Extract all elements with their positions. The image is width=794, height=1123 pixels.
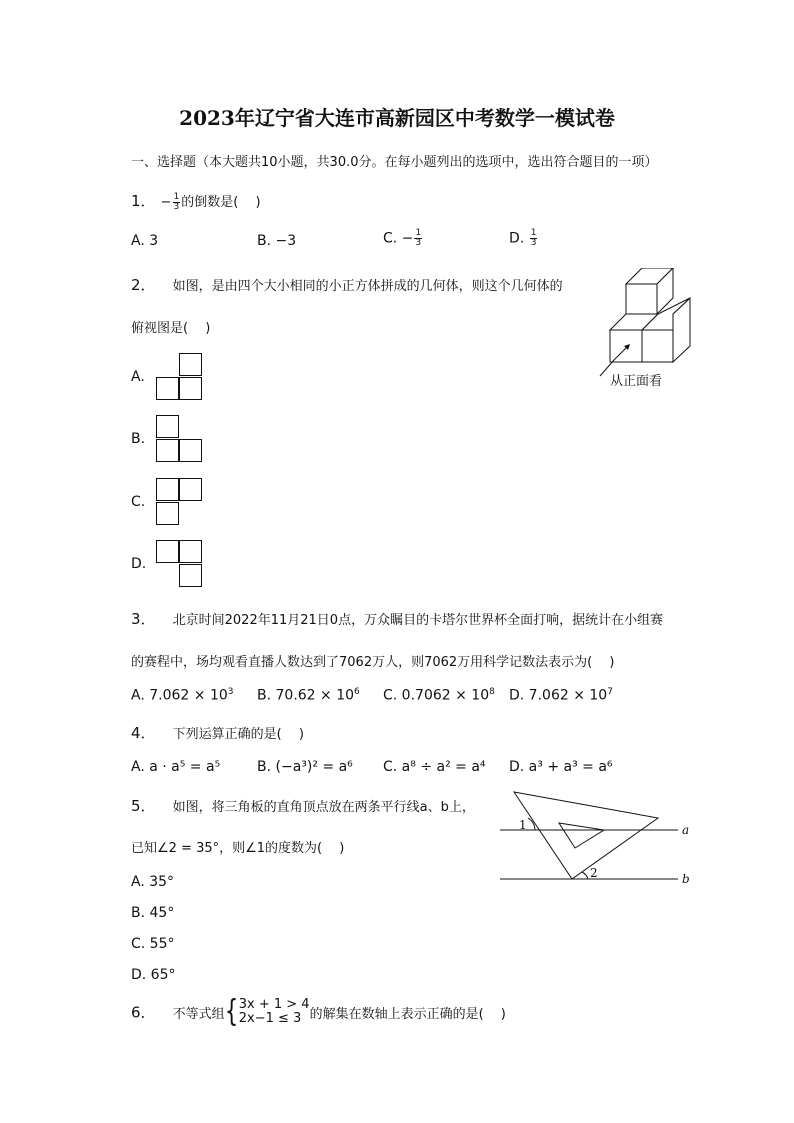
q4-option-a[interactable]: A. a · a⁵ = a⁵ xyxy=(131,759,221,775)
angle-1-label: 1 xyxy=(519,818,527,832)
inequality-1: 3x + 1 > 4 xyxy=(238,997,310,1012)
fraction xyxy=(414,229,422,248)
option-label: C. − xyxy=(383,230,414,247)
q3-option-a[interactable] xyxy=(131,687,234,704)
question-4 xyxy=(131,722,304,743)
line-a-label: a xyxy=(682,823,690,837)
minus-sign: − xyxy=(160,195,172,210)
q3-option-d[interactable] xyxy=(509,687,613,704)
question-number: 3． xyxy=(131,610,156,628)
question-text: 如图，是由四个大小相同的小正方体拼成的几何体，则这个几何体的 xyxy=(172,279,563,294)
question-prefix: 不等式组 xyxy=(172,1006,225,1022)
figure-caption: 从正面看 xyxy=(610,374,663,389)
q1-option-a[interactable]: A. 3 xyxy=(131,233,159,249)
inequality-system xyxy=(239,998,310,1026)
question-text: 北京时间2022年11月21日0点，万众瞩目的卡塔尔世界杯全面打响，据统计在小组赛 xyxy=(172,613,664,628)
q1-option-d[interactable] xyxy=(509,229,538,248)
fraction-denominator: 3 xyxy=(173,202,180,212)
q2-option-d[interactable]: D. xyxy=(131,556,147,572)
angle-2-label: 2 xyxy=(590,866,598,880)
q1-option-c[interactable] xyxy=(383,229,423,248)
question-number: 6． xyxy=(131,1003,156,1022)
exponent: 7 xyxy=(607,687,613,697)
section-heading: 一、选择题（本大题共10小题，共30.0分。在每小题列出的选项中，选出符合题目的一项） xyxy=(131,155,658,170)
fraction xyxy=(173,193,181,212)
q5-option-b[interactable]: B. 45° xyxy=(131,905,175,921)
q5-option-a[interactable]: A. 35° xyxy=(131,874,175,890)
inequality-2: 2x−1 ≤ 3 xyxy=(238,1011,302,1026)
question-number: 4． xyxy=(131,724,156,742)
q1-option-b[interactable]: B. −3 xyxy=(257,233,297,249)
q3-option-b[interactable] xyxy=(257,687,360,704)
question-text: 下列运算正确的是( ) xyxy=(172,727,304,742)
option-label: D. xyxy=(509,230,529,247)
fraction-numerator: 1 xyxy=(530,228,537,238)
fraction-denominator: 3 xyxy=(530,238,537,248)
q5-option-c[interactable]: C. 55° xyxy=(131,936,175,952)
option-text: B. 70.62 × 10 xyxy=(257,687,355,704)
question-text-line2: 的赛程中，场均观看直播人数达到了7062万人，则7062万用科学记数法表示为( ) xyxy=(131,655,615,670)
question-6 xyxy=(131,994,506,1029)
q3-option-c[interactable] xyxy=(383,687,495,704)
question-text xyxy=(160,192,261,212)
fraction xyxy=(530,229,538,248)
q4-option-b[interactable]: B. (−a³)² = a⁶ xyxy=(257,759,353,775)
question-1 xyxy=(131,190,261,212)
question-5 xyxy=(131,795,475,816)
option-text: D. 7.062 × 10 xyxy=(509,687,608,704)
exponent: 6 xyxy=(354,687,360,697)
fraction-denominator: 3 xyxy=(415,238,422,248)
question-text-line2: 已知∠2 = 35°，则∠1的度数为( ) xyxy=(131,841,345,856)
q2-option-b[interactable]: B. xyxy=(131,431,146,447)
line-b-label: b xyxy=(682,872,690,886)
q4-option-d[interactable]: D. a³ + a³ = a⁶ xyxy=(509,759,613,775)
question-2 xyxy=(131,274,563,295)
triangle-parallel-lines-figure xyxy=(500,788,700,888)
question-suffix: 的倒数是( ) xyxy=(181,195,261,210)
question-number: 2． xyxy=(131,276,156,294)
question-text: 如图，将三角板的直角顶点放在两条平行线a、b上， xyxy=(172,800,475,815)
q2-option-a[interactable]: A. xyxy=(131,369,145,385)
option-text: C. 0.7062 × 10 xyxy=(383,687,490,704)
question-suffix: 的解集在数轴上表示正确的是( ) xyxy=(309,1006,506,1022)
question-3 xyxy=(131,608,663,629)
fraction-numerator: 1 xyxy=(415,228,422,238)
page-title: 2023年辽宁省大连市高新园区中考数学一模试卷 xyxy=(179,106,615,130)
exponent: 8 xyxy=(489,687,495,697)
q4-option-c[interactable]: C. a⁸ ÷ a² = a⁴ xyxy=(383,759,486,775)
q2-option-c[interactable]: C. xyxy=(131,494,146,510)
q5-option-d[interactable]: D. 65° xyxy=(131,967,176,983)
fraction-numerator: 1 xyxy=(173,192,180,202)
question-number: 5． xyxy=(131,797,156,815)
question-number: 1． xyxy=(131,192,156,210)
exponent: 3 xyxy=(227,687,234,697)
option-text: A. 7.062 × 10 xyxy=(131,687,228,704)
question-text xyxy=(172,994,506,1029)
brace-symbol: { xyxy=(224,994,238,1029)
question-text-line2: 俯视图是( ) xyxy=(131,321,211,336)
